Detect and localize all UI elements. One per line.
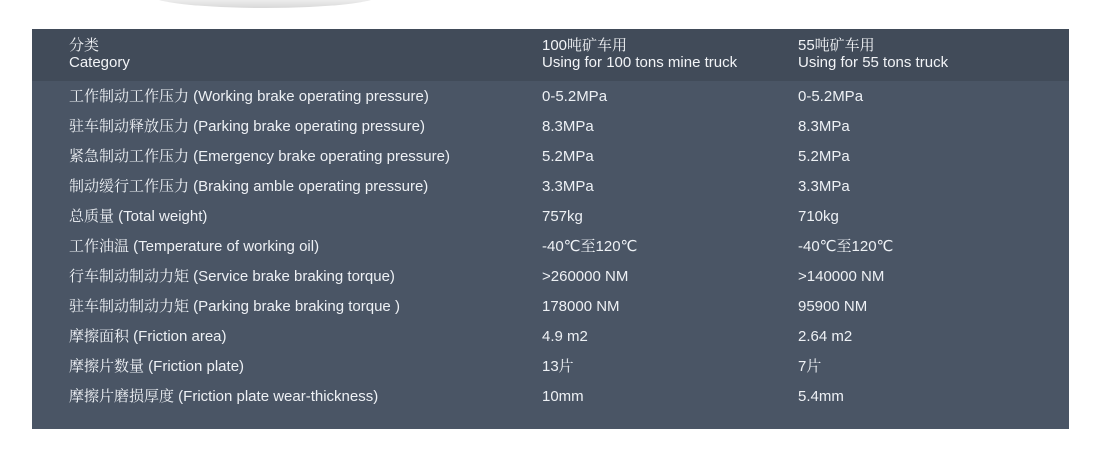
- table-row: [32, 142, 1069, 172]
- header-category-en: Category: [69, 54, 130, 71]
- row-value-55t: 5.4mm: [798, 388, 844, 405]
- row-value-100t: 13片: [542, 358, 574, 375]
- row-value-100t: 757kg: [542, 208, 583, 225]
- table-row: [32, 202, 1069, 232]
- row-value-55t: 710kg: [798, 208, 839, 225]
- table-row: [32, 82, 1069, 112]
- row-value-100t: 3.3MPa: [542, 178, 594, 195]
- row-value-100t: 8.3MPa: [542, 118, 594, 135]
- row-label: 制动缓行工作压力 (Braking amble operating pressure): [69, 178, 429, 195]
- row-label: 总质量 (Total weight): [69, 208, 208, 225]
- header-55t: [798, 37, 948, 71]
- table-row: [32, 292, 1069, 322]
- table-row: [32, 172, 1069, 202]
- row-value-55t: >140000 NM: [798, 268, 885, 285]
- row-value-55t: 2.64 m2: [798, 328, 853, 345]
- row-label: 工作制动工作压力 (Working brake operating pressure): [69, 88, 429, 105]
- header-100t-zh: 100吨矿车用: [542, 37, 628, 54]
- row-value-55t: 3.3MPa: [798, 178, 850, 195]
- row-value-55t: 8.3MPa: [798, 118, 850, 135]
- row-value-100t: -40℃至120℃: [542, 238, 638, 255]
- row-label: 摩擦片磨损厚度 (Friction plate wear-thickness): [69, 388, 379, 405]
- table-row: [32, 262, 1069, 292]
- table-row: [32, 382, 1069, 412]
- row-label: 驻车制动制动力矩 (Parking brake braking torque ): [69, 298, 400, 315]
- row-value-100t: >260000 NM: [542, 268, 629, 285]
- row-label: 紧急制动工作压力 (Emergency brake operating pressure): [69, 148, 450, 165]
- row-value-55t: -40℃至120℃: [798, 238, 894, 255]
- row-value-100t: 0-5.2MPa: [542, 88, 608, 105]
- table-row: [32, 112, 1069, 142]
- table-row: [32, 352, 1069, 382]
- row-label: 工作油温 (Temperature of working oil): [69, 238, 320, 255]
- row-label: 驻车制动释放压力 (Parking brake operating pressure): [69, 118, 425, 135]
- row-value-55t: 7片: [798, 358, 822, 375]
- table-row: [32, 322, 1069, 352]
- table-header: [32, 29, 1069, 81]
- decorative-arc: [150, 0, 380, 8]
- row-value-100t: 5.2MPa: [542, 148, 594, 165]
- header-100t: [542, 37, 737, 71]
- row-label: 行车制动制动力矩 (Service brake braking torque): [69, 268, 395, 285]
- header-category: [69, 37, 130, 71]
- table-row: [32, 232, 1069, 262]
- row-value-100t: 10mm: [542, 388, 584, 405]
- header-category-zh: 分类: [69, 37, 100, 54]
- header-100t-en: Using for 100 tons mine truck: [542, 54, 738, 71]
- row-value-55t: 95900 NM: [798, 298, 868, 315]
- row-value-55t: 0-5.2MPa: [798, 88, 864, 105]
- spec-table: [32, 29, 1069, 429]
- header-55t-zh: 55吨矿车用: [798, 37, 875, 54]
- row-label: 摩擦面积 (Friction area): [69, 328, 227, 345]
- row-value-100t: 178000 NM: [542, 298, 620, 315]
- header-55t-en: Using for 55 tons truck: [798, 54, 949, 71]
- row-value-100t: 4.9 m2: [542, 328, 588, 345]
- row-value-55t: 5.2MPa: [798, 148, 850, 165]
- row-label: 摩擦片数量 (Friction plate): [69, 358, 245, 375]
